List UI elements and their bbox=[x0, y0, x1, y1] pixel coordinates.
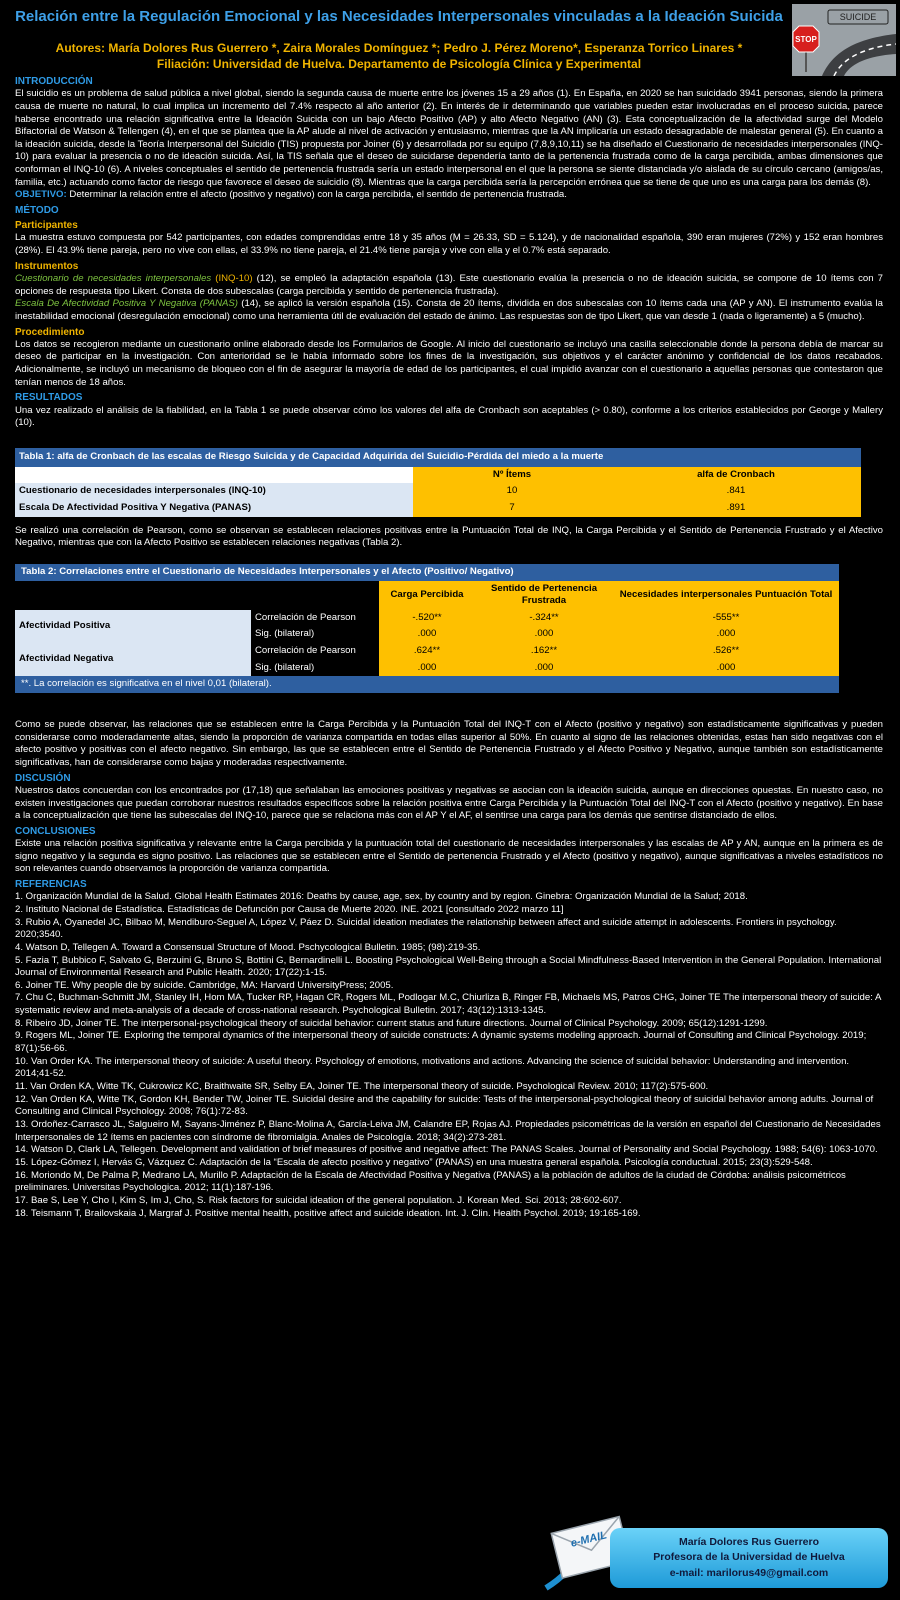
table-2-cell: .624** bbox=[379, 643, 475, 660]
list-item: 11. Van Orden KA, Witte TK, Cukrowicz KC, Braithwaite SR, Selby EA, Joiner TE. The interpersonal theory of suicide. Psychological Review. 2010; 117(2):575-600. bbox=[15, 1081, 709, 1093]
affiliation-line: Filiación: Universidad de Huelva. Departamento de Psicología Clínica y Experimental bbox=[156, 57, 642, 72]
list-item: 17. Bae S, Lee Y, Cho I, Kim S, Im J, Cho, S. Risk factors for suicidal ideation of the general population. J. Korean Med. Sci. 2013; 28:602-607. bbox=[15, 1194, 622, 1206]
logo-text: SUICIDE bbox=[839, 12, 877, 22]
contact-email[interactable]: e-mail: marilorus49@gmail.com bbox=[669, 1566, 829, 1579]
table-2-col-pertenencia: Sentido de Pertenencia Frustrada bbox=[475, 581, 613, 610]
table-2-footnote: **. La correlación es significativa en el nivel 0,01 (bilateral). bbox=[15, 676, 839, 693]
list-item: 3. Rubio A, Oyanedel JC, Bilbao M, Mendiburo-Seguel A, López V, Páez D. Suicidal ideation mediates the relationship between affect and suicide attempt in adolescents. Frontiers in psychology. 2020;3540. bbox=[15, 916, 837, 941]
intro-heading: INTRODUCCIÓN bbox=[15, 76, 93, 87]
table-2-cell: .000 bbox=[379, 660, 475, 677]
table-2-cell: .000 bbox=[613, 626, 839, 643]
table-2-cell: .162** bbox=[475, 643, 613, 660]
inq-abbr: (INQ-10) bbox=[211, 272, 253, 284]
table-row bbox=[15, 483, 861, 500]
table-2-cell: -.520** bbox=[379, 610, 475, 627]
references-list bbox=[15, 891, 883, 1220]
table-1-scale: Cuestionario de necesidades interpersonales (INQ-10) bbox=[15, 483, 413, 500]
table-2-cell: .000 bbox=[475, 660, 613, 677]
table-2-cell: .000 bbox=[475, 626, 613, 643]
results-text-2: Se realizó una correlación de Pearson, como se observan se establecen relaciones positivas entre la Puntuación Total de INQ, la Carga Percibida y el Sentido de Pertenencia Frustrado y el Afectivo Negativo, mientras que con la Afecto Positivo se establecen relaciones negativas (Tabla 2). bbox=[15, 524, 883, 549]
panas-name: Escala De Afectividad Positiva Y Negativa (PANAS) bbox=[15, 298, 238, 310]
pearson-label: Correlación de Pearson bbox=[255, 645, 356, 657]
method-heading: MÉTODO bbox=[15, 205, 59, 217]
authors-block bbox=[14, 40, 784, 72]
sig-label: Sig. (bilateral) bbox=[255, 661, 315, 673]
participants-text: La muestra estuvo compuesta por 542 participantes, con edades comprendidas entre 18 y 35 años (M = 26.33, SD = 5.124), y de nacionalidad española, 390 eran mujeres (72%) y 152 eran hombres (28%). El 43.9% tiene pareja, pero no vive con ellas, el 33.9% no tiene pareja, el 21.4% tiene pareja y vive con ella y el 0.7% está separado. bbox=[15, 232, 883, 257]
poster-content bbox=[15, 73, 883, 1220]
authors-line: Autores: María Dolores Rus Guerrero *, Zaira Morales Domínguez *; Pedro J. Pérez Moreno*, Esperanza Torrico Linares * bbox=[55, 41, 743, 55]
table-1-alpha: .841 bbox=[611, 483, 861, 500]
table-2-col-carga: Carga Percibida bbox=[379, 581, 475, 610]
list-item: 7. Chu C, Buchman-Schmitt JM, Stanley IH, Hom MA, Tucker RP, Hagan CR, Rogers ML, Podlogar M.C, Chiurliza B, Ringer FB, Michaels MS, Patros CHG, Joiner TE The interpersonal theory of suicide: A systematic review and meta-analysis of a decade of cross-national research. Psychological Bulletin. 2017; 43(12):1313-1345. bbox=[15, 992, 881, 1017]
list-item: 2. Instituto Nacional de Estadística. Estadísticas de Defunción por Causa de Muerte 2020. INE. 2021 [consultado 2022 marzo 11] bbox=[15, 903, 564, 915]
panas-text: (14), se aplicó la versión española (15). Consta de 20 ítems, dividida en dos subescalas con 10 ítems cada una (AP y AN). El instrumento evalúa la inestabilidad emocional (desregulación emocional) como una herramienta útil de evaluación del estado de ánimo. Las respuestas son de tipo Likert, que van desde 1 (nada o ligeramente) a 5 (mucho). bbox=[15, 298, 883, 322]
table-row bbox=[15, 610, 839, 627]
contact-name: María Dolores Rus Guerrero bbox=[678, 1536, 820, 1549]
contact-role: Profesora de la Universidad de Huelva bbox=[653, 1551, 845, 1564]
objective-label: OBJETIVO: bbox=[15, 189, 67, 201]
objective-text: Determinar la relación entre el afecto (positivo y negativo) con la carga percibida, el sentido de pertenencia frustrada. bbox=[66, 189, 567, 201]
discussion-text: Nuestros datos concuerdan con los encontrados por (17,18) que señalaban las emociones positivas y negativas se asocian con la ideación suicida, aunque en direcciones opuestas. En nuestro caso, no existen investigaciones que puedan corroborar nuestros resultados específicos sobre la relación positiva entre Carga Percibida y la Puntuación Total del INQ-T con el Afecto (positivo y negativo). En base a la conceptualización que tiene las subescalas del INQ-10, parece que se relaciona más con el AP Y el AF, el sentirse una carga para los demás que sentirse distanciado de ellos. bbox=[15, 784, 883, 822]
table-1-items: 7 bbox=[413, 500, 611, 517]
results-text-1: Una vez realizado el análisis de la fiabilidad, en la Tabla 1 se puede observar cómo los valores del alfa de Cronbach son aceptables (> 0.80), conforme a los criterios establecidos por George y Mallery (10). bbox=[15, 404, 883, 429]
intro-text: El suicidio es un problema de salud pública a nivel global, siendo la segunda causa de muerte entre los jóvenes 15 a 29 años (1). En España, en 2020 se han suicidado 3941 personas, siendo la primera causa de muerte no natural, lo cual implica un incremento del 7.4% respecto al año anterior (2). En interés de ir determinando que variables pueden estar involucradas en el proceso suicida, parece haberse encontrado una relación significativa entre la Ideación Suicida con un bajo Afecto Positivo (AP) y alto Afecto Negativo (AN) (3). Esta conceptualización de la afectividad surge del Modelo Bifactorial de Watson & Tellengen (4), en el que se plantea que la AP alude al nivel de activación y entusiasmo, mientras que la AN implicaría un estado desagradable de malestar general (5). En cuanto a la ideación suicida, desde la Teoría Interpersonal del Suicidio (TIS) propuesta por Joiner (6) y desarrollada por su equipo (7,8,9,10,11) se ha diseñado el Cuestionario de necesidades interpersonales (INQ-10) para evaluar la presencia o no de ideación suicida. Así, la TIS señala que el deseo de suicidarse dependería tanto de la pertenencia frustrada como de la carga percibida, ambas dimensiones que conforman el INQ-10 (6). A niveles conceptuales el sentido de pertenencia frustrada sería un estado interpersonal en el que la persona se siente distanciada y/o aislada de su círculo cercano (amigos/as, familia, etc.) actuando como factor de riesgo que favorece el deseo de suicidio (8). Mientras que la carga percibida sería la percepción errónea que se tiene de que uno es una carga para los demás (8). bbox=[15, 88, 883, 188]
list-item: 16. Moriondo M, De Palma P, Medrano LA, Murillo P. Adaptación de la Escala de Afectividad Positiva y Negativa (PANAS) a la población de adultos de la ciudad de Córdoba: análisis psicométricos preliminares. Universitas Psychologica. 2012; 11(1):187-196. bbox=[15, 1169, 846, 1194]
list-item: 18. Teismann T, Brailovskaia J, Margraf J. Positive mental health, positive affect and suicide ideation. Int. J. Clin. Health Psychol. 2019; 19:165-169. bbox=[15, 1207, 641, 1219]
poster-title: Relación entre la Regulación Emocional y las Necesidades Interpersonales vinculadas a la Ideación Suicida bbox=[15, 8, 783, 25]
table-row bbox=[15, 643, 839, 660]
objective-paragraph bbox=[15, 189, 883, 202]
list-item: 10. Van Order KA. The interpersonal theory of suicide: A useful theory. Psychology of emotions, motivations and actions. Advancing the science of suicidal behavior: Understanding and intervention. 2014;41-52. bbox=[15, 1055, 850, 1080]
stop-text: STOP bbox=[795, 35, 817, 44]
procedure-heading: Procedimiento bbox=[15, 326, 85, 338]
table-2-col-total: Necesidades interpersonales Puntuación Total bbox=[613, 581, 839, 610]
road-sign-icon bbox=[792, 4, 896, 76]
table-1-scale: Escala De Afectividad Positiva Y Negativa (PANAS) bbox=[15, 500, 413, 517]
table-1-col-items: Nº Ítems bbox=[413, 467, 611, 484]
table-row bbox=[15, 500, 861, 517]
suicide-stop-image bbox=[792, 4, 896, 76]
list-item: 8. Ribeiro JD, Joiner TE. The interpersonal-psychological theory of suicidal behavior: current status and future directions. Journal of Clinical Psychology. 2009; 65(12):1291-1299. bbox=[15, 1017, 768, 1029]
table-2-row-positive: Afectividad Positiva bbox=[15, 610, 251, 643]
inq-name: Cuestionario de necesidades interpersonales bbox=[15, 272, 212, 284]
results-text-3: Como se puede observar, las relaciones que se establecen entre la Carga Percibida y la Puntuación Total del INQ-T con el Afecto (positivo y negativo) son estadísticamente significativas y pueden considerarse como moderadamente altas, siendo la proporción de varianza compartida en todas ellas superior al 50%. En cuanto al signo de las relaciones obtenidas, estas han sido negativas con el afecto positivo y positivas con el afecto negativo. Sin embargo, las que se establecen entre el Sentido de Pertenencia Frustrado y el Afecto Positivo y Negativo, aunque también son estadísticamente significativas, han de considerarse como bajas y moderadas respectivamente. bbox=[15, 719, 883, 769]
list-item: 5. Fazia T, Bubbico F, Salvato G, Berzuini G, Bruno S, Bottini G, Bernardinelli L. Boosting Psychological Well-Being through a Social Mindfulness-Based Intervention in the General Population. International Journal of Environmental Research and Public Health. 2020; 17(22):1-15. bbox=[15, 954, 882, 979]
mail-icon-text: e-MAIL bbox=[569, 1529, 609, 1550]
references-heading: REFERENCIAS bbox=[15, 879, 87, 891]
table-1-items: 10 bbox=[413, 483, 611, 500]
pearson-label: Correlación de Pearson bbox=[255, 611, 356, 623]
discussion-heading: DISCUSIÓN bbox=[15, 772, 71, 784]
results-heading: RESULTADOS bbox=[15, 392, 83, 404]
table-1 bbox=[15, 448, 861, 517]
list-item: 4. Watson D, Tellegen A. Toward a Consensual Structure of Mood. Pschycological Bulletin. 1985; (98):219-35. bbox=[15, 941, 481, 953]
list-item: 14. Watson D, Clark LA, Tellegen. Development and validation of brief measures of positive and negative affect: The PANAS Scales. Journal of Personality and Social Psychology. 1988; 54(6): 1063-1070. bbox=[15, 1144, 878, 1156]
participants-heading: Participantes bbox=[15, 220, 78, 232]
table-1-caption: Tabla 1: alfa de Cronbach de las escalas de Riesgo Suicida y de Capacidad Adquirida del Suicidio-Pérdida del miedo a la muerte bbox=[15, 448, 861, 467]
sig-label: Sig. (bilateral) bbox=[255, 628, 315, 640]
panas-paragraph bbox=[15, 298, 883, 323]
list-item: 9. Rogers ML, Joiner TE. Exploring the temporal dynamics of the interpersonal theory of suicide constructs: A dynamic systems modeling approach. Journal of Consulting and Clinical Psychology. 2019; 87(1):56-66. bbox=[15, 1030, 867, 1055]
table-2-cell: .000 bbox=[613, 660, 839, 677]
list-item: 6. Joiner TE. Why people die by suicide. Cambridge, MA: Harvard UniversityPress; 2005. bbox=[15, 979, 394, 991]
table-2 bbox=[15, 564, 839, 693]
procedure-text: Los datos se recogieron mediante un cuestionario online elaborado desde los Formularios de Google. Al inicio del cuestionario se incluyó una casilla seleccionable donde la persona debía de marcar su deseo de participar en la investigación. Con anterioridad se le había informado sobre los fines de la investigación, sus objetivos y el carácter anónimo y confidencial de los datos recabados. Adicionalmente, se incluyó un mecanismo de bloqueo con el fin de asegurar la mayoría de edad de los participantes, el cual impidió avanzar con el cuestionario a aquellas personas que contestaron que tenían menos de 18 años. bbox=[15, 338, 883, 388]
list-item: 15. López-Gómez I, Hervás G, Vázquez C. Adaptación de la “Escala de afecto positivo y negativo” (PANAS) en una muestra general española. Psicología conductual. 2015; 23(3):529-548. bbox=[15, 1157, 813, 1168]
inq-text: (12), se empleó la adaptación española (13). Este cuestionario evalúa la presencia o no de ideación suicida, se compone de 10 ítems con 7 opciones de respuesta tipo Likert. Consta de dos subescalas (carga percibida y sentido de pertenencia frustrada). bbox=[15, 272, 884, 297]
table-2-cell: .000 bbox=[379, 626, 475, 643]
contact-box bbox=[610, 1528, 888, 1588]
inq-paragraph bbox=[15, 273, 883, 298]
table-1-col-alpha: alfa de Cronbach bbox=[611, 467, 861, 484]
conclusions-heading: CONCLUSIONES bbox=[15, 825, 96, 837]
list-item: 1. Organización Mundial de la Salud. Global Health Estimates 2016: Deaths by cause, age, sex, by country and by region. Ginebra: Organización Mundial de la Salud; 2018. bbox=[15, 891, 748, 903]
table-2-caption: Tabla 2: Correlaciones entre el Cuestionario de Necesidades Interpersonales y el Afecto (Positivo/ Negativo) bbox=[15, 564, 839, 581]
list-item: 12. Van Orden KA, Witte TK, Gordon KH, Bender TW, Joiner TE. Suicidal desire and the capability for suicide: Tests of the interpersonal-psychological theory of suicidal behavior among adults. Journal of Consulting and Clinical Psychology. 2008; 76(1):72-83. bbox=[15, 1093, 874, 1118]
table-1-alpha: .891 bbox=[611, 500, 861, 517]
list-item: 13. Ordoñez-Carrasco JL, Salgueiro M, Sayans-Jiménez P, Blanc-Molina A, García-Leiva JM, Calandre EP, Rojas AJ. Propiedades psicométricas de la versión en español del Cuestionario de Necesidades Interpersonales de 12 ítems en pacientes con síndrome de fibromialgia. Anales de Psicología. 2018; 34(2):273-281. bbox=[15, 1119, 881, 1143]
table-2-cell: .526** bbox=[613, 643, 839, 660]
conclusions-text: Existe una relación positiva significativa y relevante entre la Carga percibida y la puntuación total del cuestionario de necesidades interpersonales y las escalas de AP y AN, aunque en la primera es de signo negativo y la segunda es signo positivo. Las relaciones que se establecen entre el Sentido de pertenencia Frustrado y el Afecto (positivo y negativo), aunque significativas a niveles estadísticos no son relevantes cuando observamos la proporción de varianza compartida. bbox=[15, 838, 883, 875]
table-2-row-negative: Afectividad Negativa bbox=[15, 643, 251, 676]
table-2-cell: -.324** bbox=[475, 610, 613, 627]
table-2-cell: -555** bbox=[613, 610, 839, 627]
instruments-heading: Instrumentos bbox=[15, 260, 79, 272]
